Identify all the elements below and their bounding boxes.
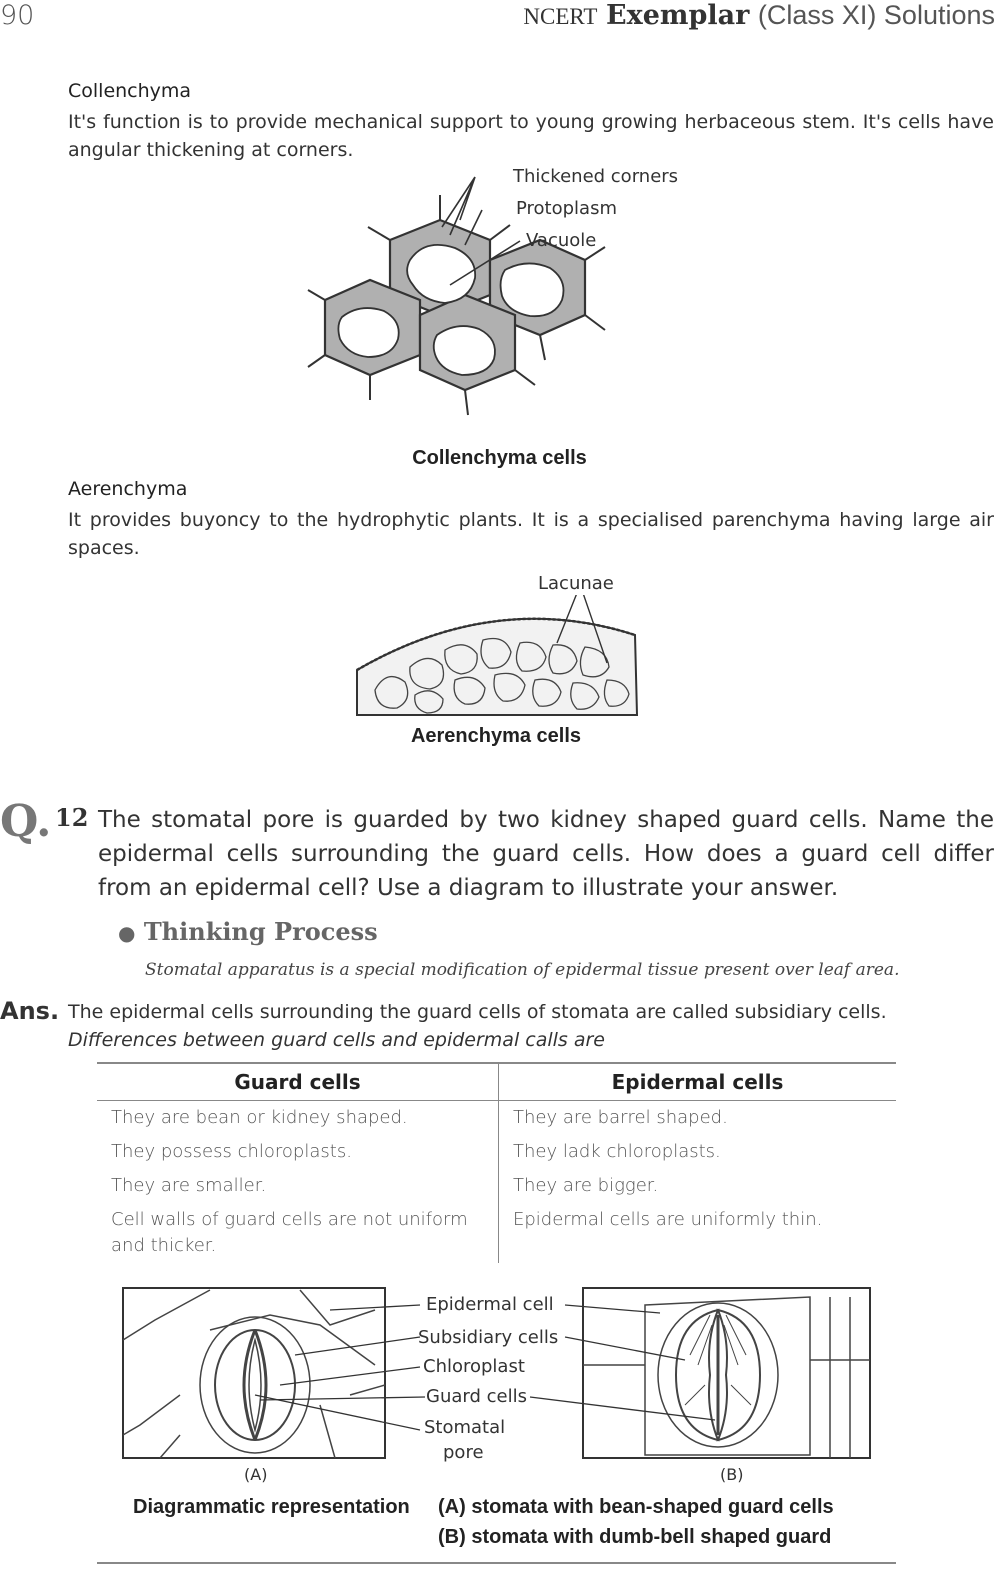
table-row — [97, 1203, 896, 1263]
header-guard-cells: Guard cells — [97, 1063, 499, 1101]
thinking-process-text: Stomatal apparatus is a special modification of epidermal tissue present over leaf area. — [145, 960, 900, 980]
bulb-icon: ● — [118, 921, 136, 945]
running-head-ncert: NCERT — [523, 4, 598, 29]
running-head — [523, 0, 995, 31]
table-row — [97, 1101, 896, 1136]
label-protoplasm: Protoplasm — [516, 198, 617, 219]
label-guard-cells: Guard cells — [426, 1386, 527, 1407]
collenchyma-figure — [300, 165, 720, 430]
collenchyma-caption: Collenchyma cells — [412, 447, 587, 469]
table-cell: Epidermal cells are uniformly thin. — [513, 1209, 823, 1230]
question-mark: Q. — [0, 796, 52, 847]
table-cell: They ladk chloroplasts. — [513, 1141, 721, 1162]
bottom-rule — [97, 1562, 896, 1564]
answer-label: Ans. — [0, 997, 60, 1025]
answer-line-2: Differences between guard cells and epidermal calls are — [68, 1029, 605, 1051]
collenchyma-title: Collenchyma — [68, 80, 192, 102]
table-cell: They are smaller. — [97, 1169, 499, 1203]
collenchyma-text: It's function is to provide mechanical support to young growing herbaceous stem. It's cells have angular thickening at corners. — [68, 111, 994, 161]
answer-line-1: The epidermal cells surrounding the guard cells of stomata are called subsidiary cells. — [68, 1001, 887, 1023]
page-number: 90 — [0, 0, 35, 31]
aerenchyma-title: Aerenchyma — [68, 478, 188, 500]
table-cell: They are bean or kidney shaped. — [97, 1101, 499, 1136]
table-header-row — [97, 1063, 896, 1101]
aerenchyma-figure — [355, 595, 640, 720]
table-cell: They are bigger. — [513, 1175, 659, 1196]
stomata-caption-b: (B) stomata with dumb-bell shaped guard — [438, 1526, 832, 1548]
label-lacunae: Lacunae — [538, 573, 614, 594]
running-head-exemplar: Exemplar — [606, 0, 750, 31]
header-epidermal-cells: Epidermal cells — [499, 1063, 897, 1101]
thinking-process-title: Thinking Process — [143, 917, 378, 946]
table-row — [97, 1135, 896, 1169]
label-vacuole: Vacuole — [526, 230, 597, 251]
table-cell: They are barrel shaped. — [513, 1107, 728, 1128]
aerenchyma-caption: Aerenchyma cells — [410, 725, 582, 747]
panel-a-label: (A) — [244, 1465, 268, 1484]
aerenchyma-text: It provides buyoncy to the hydrophytic plants. It is a specialised parenchyma having large air spaces. — [68, 509, 994, 559]
stomata-caption-lead: Diagrammatic representation — [133, 1496, 410, 1518]
stomata-caption-a: (A) stomata with bean-shaped guard cells — [438, 1496, 834, 1518]
panel-b-label: (B) — [720, 1465, 744, 1484]
question-number: 12 — [55, 803, 89, 832]
comparison-table — [97, 1062, 896, 1263]
label-stomatal: Stomatal — [424, 1417, 506, 1438]
label-thickened-corners: Thickened corners — [513, 166, 679, 187]
thinking-process-heading — [118, 917, 378, 946]
label-pore: pore — [443, 1442, 484, 1463]
table-cell: They possess chloroplasts. — [97, 1135, 499, 1169]
label-chloroplast: Chloroplast — [423, 1356, 525, 1377]
running-head-class: (Class XI) Solutions — [757, 0, 995, 30]
label-subsidiary-cells: Subsidiary cells — [418, 1327, 559, 1348]
label-epidermal-cell: Epidermal cell — [426, 1294, 554, 1315]
table-row — [97, 1169, 896, 1203]
table-cell: Cell walls of guard cells are not uniform and thicker. — [97, 1203, 499, 1263]
question-text: The stomatal pore is guarded by two kidney shaped guard cells. Name the epidermal cells surrounding the guard cells. How does a guard cell differ from an epidermal cell? Use a diagram to illustrate your answer. — [98, 807, 994, 901]
